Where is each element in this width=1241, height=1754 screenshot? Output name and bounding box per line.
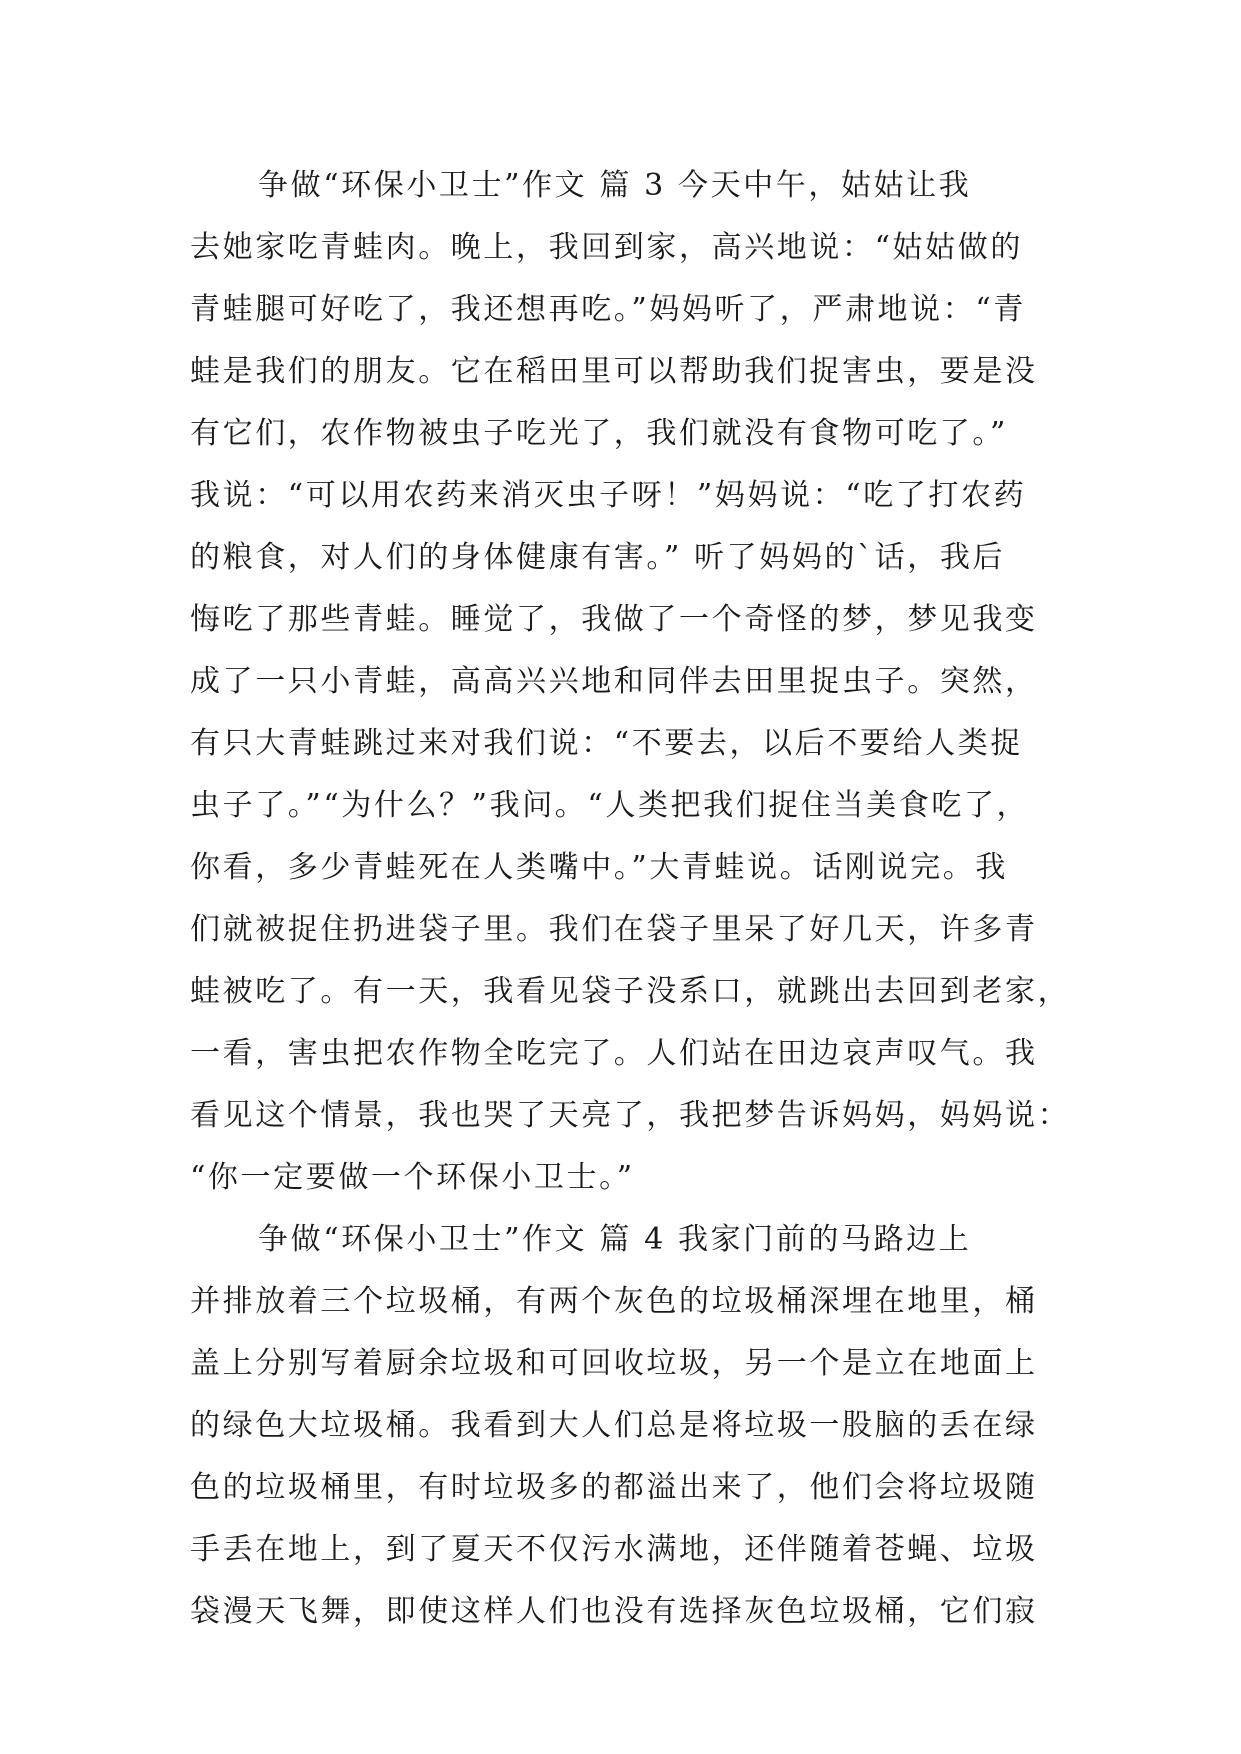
text-line: 青蛙腿可好吃了，我还想再吃。”妈妈听了，严肃地说：“青 <box>190 292 1026 327</box>
text-line: 蛙被吃了。有一天，我看见袋子没系口，就跳出去回到老家， <box>190 974 1071 1009</box>
text-line: 盖上分别写着厨余垃圾和可回收垃圾，另一个是立在地面上 <box>190 1346 1038 1381</box>
text-line: 的粮食，对人们的身体健康有害。” 听了妈妈的`话，我后 <box>190 540 1006 575</box>
text-line: 成了一只小青蛙，高高兴兴地和同伴去田里捉虫子。突然， <box>190 664 1038 699</box>
text-line: 虫子了。”“为什么？”我问。“人类把我们捉住当美食吃了， <box>190 788 1030 823</box>
text-line: 手丢在地上，到了夏天不仅污水满地，还伴随着苍蝇、垃圾 <box>190 1532 1038 1567</box>
text-line: 并排放着三个垃圾桶，有两个灰色的垃圾桶深埋在地里，桶 <box>190 1284 1038 1319</box>
text-line: 的绿色大垃圾桶。我看到大人们总是将垃圾一股脑的丢在绿 <box>190 1408 1038 1443</box>
article-body <box>190 155 1071 1643</box>
text-line: 们就被捉住扔进袋子里。我们在袋子里呆了好几天，许多青 <box>190 912 1038 947</box>
paragraph-heading-3: 争做“环保小卫士”作文 篇 3 今天中午，姑姑让我 <box>258 168 972 203</box>
text-line: 色的垃圾桶里，有时垃圾多的都溢出来了，他们会将垃圾随 <box>190 1470 1038 1505</box>
text-line: 我说：“可以用农药来消灭虫子呀！”妈妈说：“吃了打农药 <box>190 478 1027 513</box>
text-line: 蛙是我们的朋友。它在稻田里可以帮助我们捉害虫，要是没 <box>190 354 1038 389</box>
text-line: 有只大青蛙跳过来对我们说：“不要去，以后不要给人类捉 <box>190 726 1023 761</box>
paragraph-heading-4: 争做“环保小卫士”作文 篇 4 我家门前的马路边上 <box>258 1222 972 1257</box>
text-line: 悔吃了那些青蛙。睡觉了，我做了一个奇怪的梦，梦见我变 <box>190 602 1038 637</box>
text-line: 袋漫天飞舞，即使这样人们也没有选择灰色垃圾桶，它们寂 <box>190 1594 1038 1629</box>
text-line: “你一定要做一个环保小卫士。” <box>190 1160 635 1195</box>
text-line: 有它们，农作物被虫子吃光了，我们就没有食物可吃了。” <box>190 416 1008 451</box>
text-line: 看见这个情景，我也哭了天亮了，我把梦告诉妈妈，妈妈说： <box>190 1098 1071 1133</box>
text-line: 一看，害虫把农作物全吃完了。人们站在田边哀声叹气。我 <box>190 1036 1038 1071</box>
text-line: 去她家吃青蛙肉。晚上，我回到家，高兴地说：“姑姑做的 <box>190 230 1023 265</box>
text-line: 你看，多少青蛙死在人类嘴中。”大青蛙说。话刚说完。我 <box>190 850 1008 885</box>
